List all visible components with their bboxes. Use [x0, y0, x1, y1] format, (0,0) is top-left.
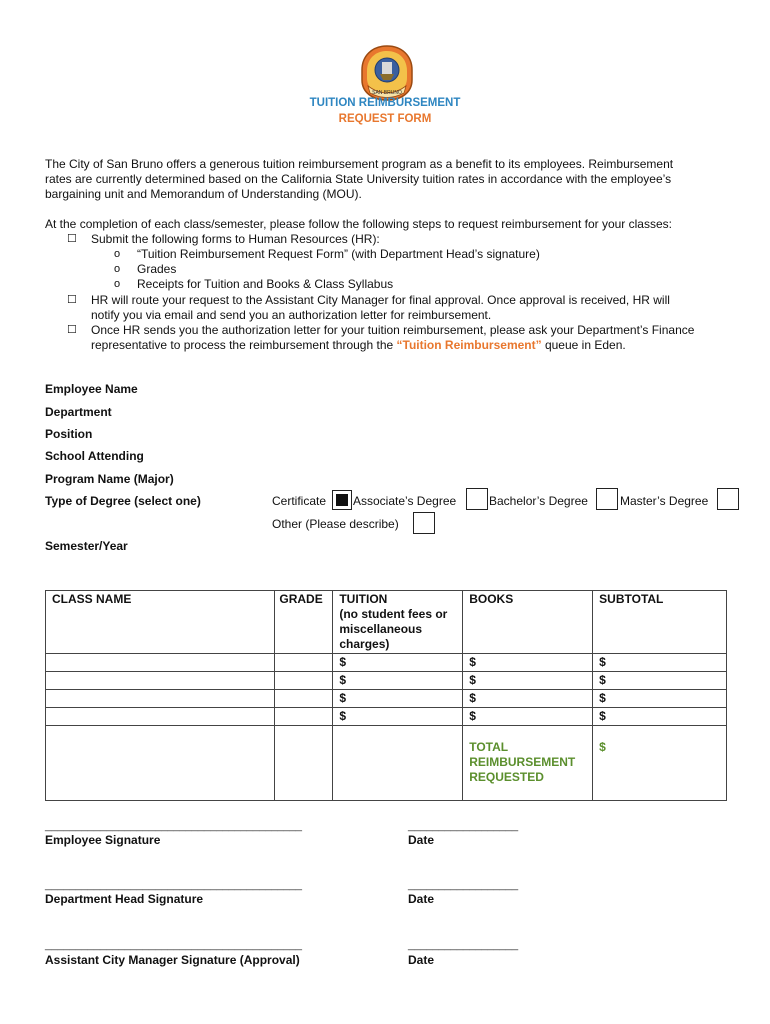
- dept-head-signature-label: Department Head Signature: [45, 892, 204, 906]
- employee-name-label: Employee Name: [45, 382, 138, 396]
- certificate-label: Certificate: [272, 494, 327, 508]
- books-cell[interactable]: $: [463, 672, 593, 690]
- step-2: [91, 293, 731, 323]
- step-3-line: Once HR sends you the authorization letter for your tuition reimbursement, please ask your Department’s Finance: [91, 323, 695, 337]
- svg-text:SAN BRUNO: SAN BRUNO: [372, 90, 402, 96]
- tuition-header-line: charges): [339, 637, 390, 651]
- steps-intro: At the completion of each class/semester, please follow the following steps to request reimbursement for your classes:: [45, 217, 672, 231]
- grade-cell[interactable]: [275, 672, 333, 690]
- total-amount-cell[interactable]: $: [593, 726, 727, 801]
- class-name-header: CLASS NAME: [46, 591, 275, 654]
- checkbox-bullet-icon: ☐: [67, 233, 77, 245]
- class-name-cell[interactable]: [46, 708, 275, 726]
- employee-signature-label: Employee Signature: [45, 833, 161, 847]
- table-row: [46, 672, 727, 690]
- employee-signature-line[interactable]: __________________________________________: [45, 820, 302, 832]
- tuition-cell[interactable]: $: [333, 654, 463, 672]
- dept-head-signature-line[interactable]: __________________________________________: [45, 879, 302, 891]
- tuition-reimbursement-queue: “Tuition Reimbursement”: [396, 338, 542, 352]
- tuition-cell[interactable]: $: [333, 708, 463, 726]
- grade-cell[interactable]: [275, 708, 333, 726]
- step-1-sub-3: Receipts for Tuition and Books & Class Syllabus: [137, 277, 394, 291]
- sub-bullet: o: [114, 278, 121, 290]
- total-row: [46, 726, 727, 801]
- program-name-label: Program Name (Major): [45, 472, 174, 486]
- tuition-cell[interactable]: $: [333, 690, 463, 708]
- step-3-line: [91, 338, 751, 353]
- total-blank-cell: [46, 726, 275, 801]
- step-2-line: notify you via email and send you an authorization letter for reimbursement.: [91, 308, 492, 322]
- acm-signature-label: Assistant City Manager Signature (Approval): [45, 953, 300, 967]
- form-title-line2: REQUEST FORM: [338, 113, 432, 125]
- table-row: [46, 654, 727, 672]
- form-title-line1: TUITION REIMBURSEMENT: [309, 97, 461, 109]
- table-header-row: [46, 591, 727, 654]
- intro-paragraph: [45, 157, 735, 202]
- subtotal-cell[interactable]: $: [593, 708, 727, 726]
- grade-header: GRADE: [275, 591, 333, 654]
- books-cell[interactable]: $: [463, 690, 593, 708]
- intro-line: The City of San Bruno offers a generous tuition reimbursement program as a benefit to its employees. Reimbursement: [45, 157, 674, 171]
- certificate-checkbox[interactable]: [332, 490, 352, 510]
- employee-date-label: Date: [408, 833, 435, 847]
- step-3-text: representative to process the reimbursement through the: [91, 338, 397, 352]
- other-label: Other (Please describe): [272, 517, 399, 531]
- step-3: [91, 323, 751, 353]
- table-row: [46, 708, 727, 726]
- books-cell[interactable]: $: [463, 654, 593, 672]
- masters-label: Master’s Degree: [620, 494, 709, 508]
- tuition-header-line: TUITION: [339, 592, 388, 606]
- bachelors-checkbox[interactable]: [596, 488, 618, 510]
- subtotal-cell[interactable]: $: [593, 672, 727, 690]
- position-label: Position: [45, 427, 93, 441]
- total-label-line: REQUESTED: [469, 770, 544, 784]
- school-attending-label: School Attending: [45, 449, 144, 463]
- bachelors-label: Bachelor’s Degree: [489, 494, 588, 508]
- subtotal-header: SUBTOTAL: [593, 591, 727, 654]
- step-2-line: HR will route your request to the Assistant City Manager for final approval. Once approval is received, HR will: [91, 293, 670, 307]
- class-name-cell[interactable]: [46, 690, 275, 708]
- class-name-cell[interactable]: [46, 654, 275, 672]
- table-row: [46, 690, 727, 708]
- checkbox-bullet-icon: ☐: [67, 324, 77, 336]
- semester-year-label: Semester/Year: [45, 539, 128, 553]
- tuition-header-line: (no student fees or: [339, 607, 448, 621]
- masters-checkbox[interactable]: [717, 488, 739, 510]
- associates-checkbox[interactable]: [466, 488, 488, 510]
- sub-bullet: o: [114, 248, 121, 260]
- dept-head-date-label: Date: [408, 892, 435, 906]
- subtotal-cell[interactable]: $: [593, 690, 727, 708]
- intro-line: rates are currently determined based on the California State University tuition rates in accordance with the employee’s: [45, 172, 672, 186]
- total-label: [463, 726, 593, 801]
- checkbox-bullet-icon: ☐: [67, 294, 77, 306]
- acm-date-line[interactable]: __________________: [408, 939, 519, 951]
- grade-cell[interactable]: [275, 654, 333, 672]
- department-label: Department: [45, 405, 112, 419]
- class-table: [45, 590, 727, 801]
- step-1: Submit the following forms to Human Resources (HR):: [91, 232, 380, 246]
- total-blank-cell: [275, 726, 333, 801]
- tuition-header-line: miscellaneous: [339, 622, 423, 636]
- tuition-header: [333, 591, 463, 654]
- total-label-line: REIMBURSEMENT: [469, 755, 576, 769]
- city-seal-logo: [358, 44, 416, 102]
- dept-head-date-line[interactable]: __________________: [408, 879, 519, 891]
- subtotal-cell[interactable]: $: [593, 654, 727, 672]
- grade-cell[interactable]: [275, 690, 333, 708]
- degree-type-label: Type of Degree (select one): [45, 494, 201, 508]
- step-1-sub-1: “Tuition Reimbursement Request Form” (with Department Head’s signature): [137, 247, 540, 261]
- class-name-cell[interactable]: [46, 672, 275, 690]
- acm-signature-line[interactable]: __________________________________________: [45, 939, 302, 951]
- other-checkbox[interactable]: [413, 512, 435, 534]
- associates-label: Associate’s Degree: [353, 494, 457, 508]
- employee-date-line[interactable]: __________________: [408, 820, 519, 832]
- books-header: BOOKS: [463, 591, 593, 654]
- acm-date-label: Date: [408, 953, 435, 967]
- step-3-text: queue in Eden.: [541, 338, 626, 352]
- tuition-cell[interactable]: $: [333, 672, 463, 690]
- sub-bullet: o: [114, 263, 121, 275]
- total-blank-cell: [333, 726, 463, 801]
- step-1-sub-2: Grades: [137, 262, 177, 276]
- total-label-line: TOTAL: [469, 740, 509, 754]
- books-cell[interactable]: $: [463, 708, 593, 726]
- intro-line: bargaining unit and Memorandum of Understanding (MOU).: [45, 187, 362, 201]
